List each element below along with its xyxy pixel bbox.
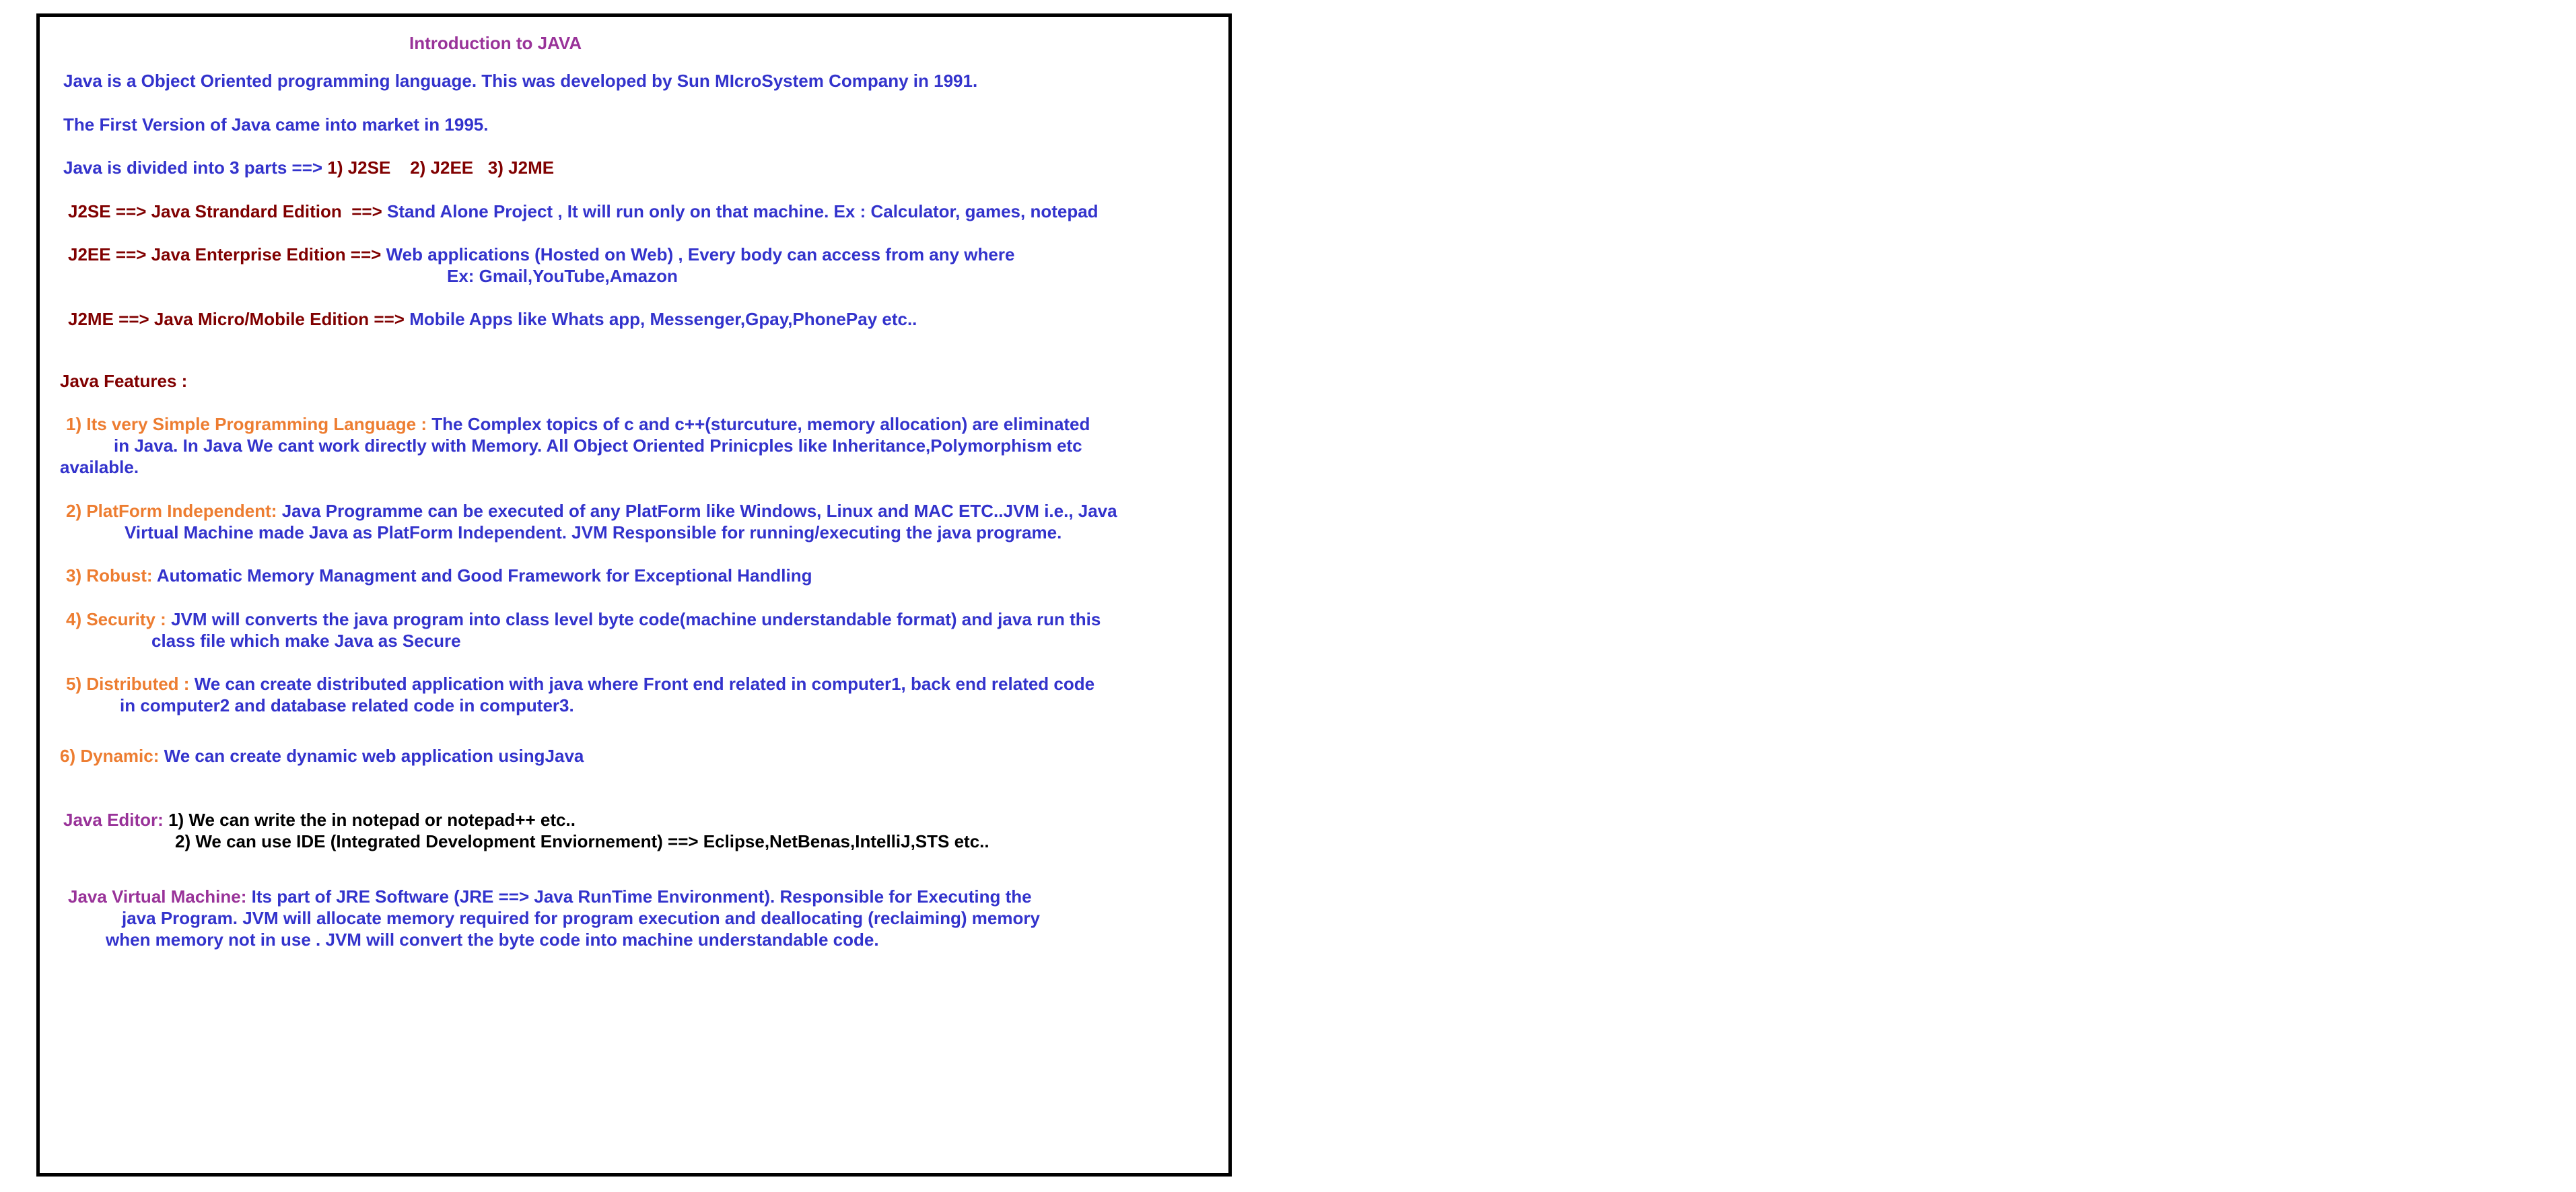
document-frame (36, 13, 1232, 1177)
feature-1-line-2: in Java. In Java We cant work directly with Memory. All Object Oriented Prinicples like Inheritance,Polymorphism etc (114, 435, 1082, 456)
feature-6-label: 6) Dynamic: (60, 746, 160, 766)
feature-2-text: Java Programme can be executed of any PlatForm like Windows, Linux and MAC ETC..JVM i.e., Java (281, 501, 1117, 521)
j2ee-label: J2EE ==> Java Enterprise Edition ==> (68, 244, 382, 265)
feature-2-label: 2) PlatForm Independent: (66, 501, 277, 521)
editor-text-1: 1) We can write the in notepad or notepad++ etc.. (168, 810, 576, 830)
jvm-line-3: when memory not in use . JVM will convert the byte code into machine understandable code. (106, 930, 879, 950)
editor-label: Java Editor: (63, 810, 164, 830)
feature-3-text: Automatic Memory Managment and Good Framework for Exceptional Handling (156, 565, 812, 586)
feature-1-text: The Complex topics of c and c++(sturcuture, memory allocation) are eliminated (431, 414, 1090, 434)
j2ee-line (68, 244, 1014, 265)
parts-line (63, 157, 554, 178)
j2se-label: J2SE ==> Java Strandard Edition ==> (68, 201, 382, 221)
features-heading: Java Features : (60, 371, 188, 391)
intro-line-2: The First Version of Java came into market in 1995. (63, 114, 489, 135)
jvm-label: Java Virtual Machine: (68, 886, 247, 907)
feature-1-line-1 (66, 413, 1090, 435)
j2se-line (68, 201, 1099, 222)
feature-4-label: 4) Security : (66, 609, 166, 629)
feature-3-line (66, 565, 812, 586)
jvm-line-2: java Program. JVM will allocate memory required for program execution and deallocating (reclaiming) memory (122, 908, 1040, 928)
jvm-text-1: Its part of JRE Software (JRE ==> Java RunTime Environment). Responsible for Executing the (251, 886, 1032, 907)
j2se-desc: Stand Alone Project , It will run only on that machine. Ex : Calculator, games, notepad (387, 201, 1099, 221)
feature-4-line-2: class file which make Java as Secure (151, 631, 461, 651)
editor-line-2: 2) We can use IDE (Integrated Development Enviornement) ==> Eclipse,NetBenas,IntelliJ,STS etc.. (175, 831, 989, 851)
parts-list: 1) J2SE 2) J2EE 3) J2ME (327, 157, 555, 178)
feature-4-text: JVM will converts the java program into class level byte code(machine understandable format) and java run this (171, 609, 1101, 629)
j2ee-example: Ex: Gmail,YouTube,Amazon (447, 266, 678, 286)
feature-1-label: 1) Its very Simple Programming Language : (66, 414, 427, 434)
j2me-desc: Mobile Apps like Whats app, Messenger,Gpay,PhonePay etc.. (409, 309, 917, 329)
feature-1-line-3: available. (60, 457, 139, 477)
editor-line-1 (63, 809, 576, 831)
feature-5-line-1 (66, 673, 1094, 695)
feature-6-text: We can create dynamic web application usingJava (164, 746, 584, 766)
feature-5-text: We can create distributed application with java where Front end related in computer1, back end related code (194, 674, 1095, 694)
feature-2-line-1 (66, 500, 1117, 522)
feature-5-label: 5) Distributed : (66, 674, 190, 694)
j2me-line (68, 308, 917, 330)
jvm-line-1 (68, 886, 1032, 907)
j2me-label: J2ME ==> Java Micro/Mobile Edition ==> (68, 309, 405, 329)
page-title: Introduction to JAVA (409, 33, 582, 53)
feature-6-line (60, 745, 584, 767)
feature-4-line-1 (66, 608, 1101, 630)
feature-3-label: 3) Robust: (66, 565, 153, 586)
feature-2-line-2: Virtual Machine made Java as PlatForm Independent. JVM Responsible for running/executing the java programe. (125, 522, 1062, 542)
feature-5-line-2: in computer2 and database related code in computer3. (120, 695, 574, 715)
intro-line-1: Java is a Object Oriented programming language. This was developed by Sun MIcroSystem Company in 1991. (63, 71, 978, 91)
j2ee-desc: Web applications (Hosted on Web) , Every body can access from any where (386, 244, 1015, 265)
parts-label: Java is divided into 3 parts ==> (63, 157, 323, 178)
